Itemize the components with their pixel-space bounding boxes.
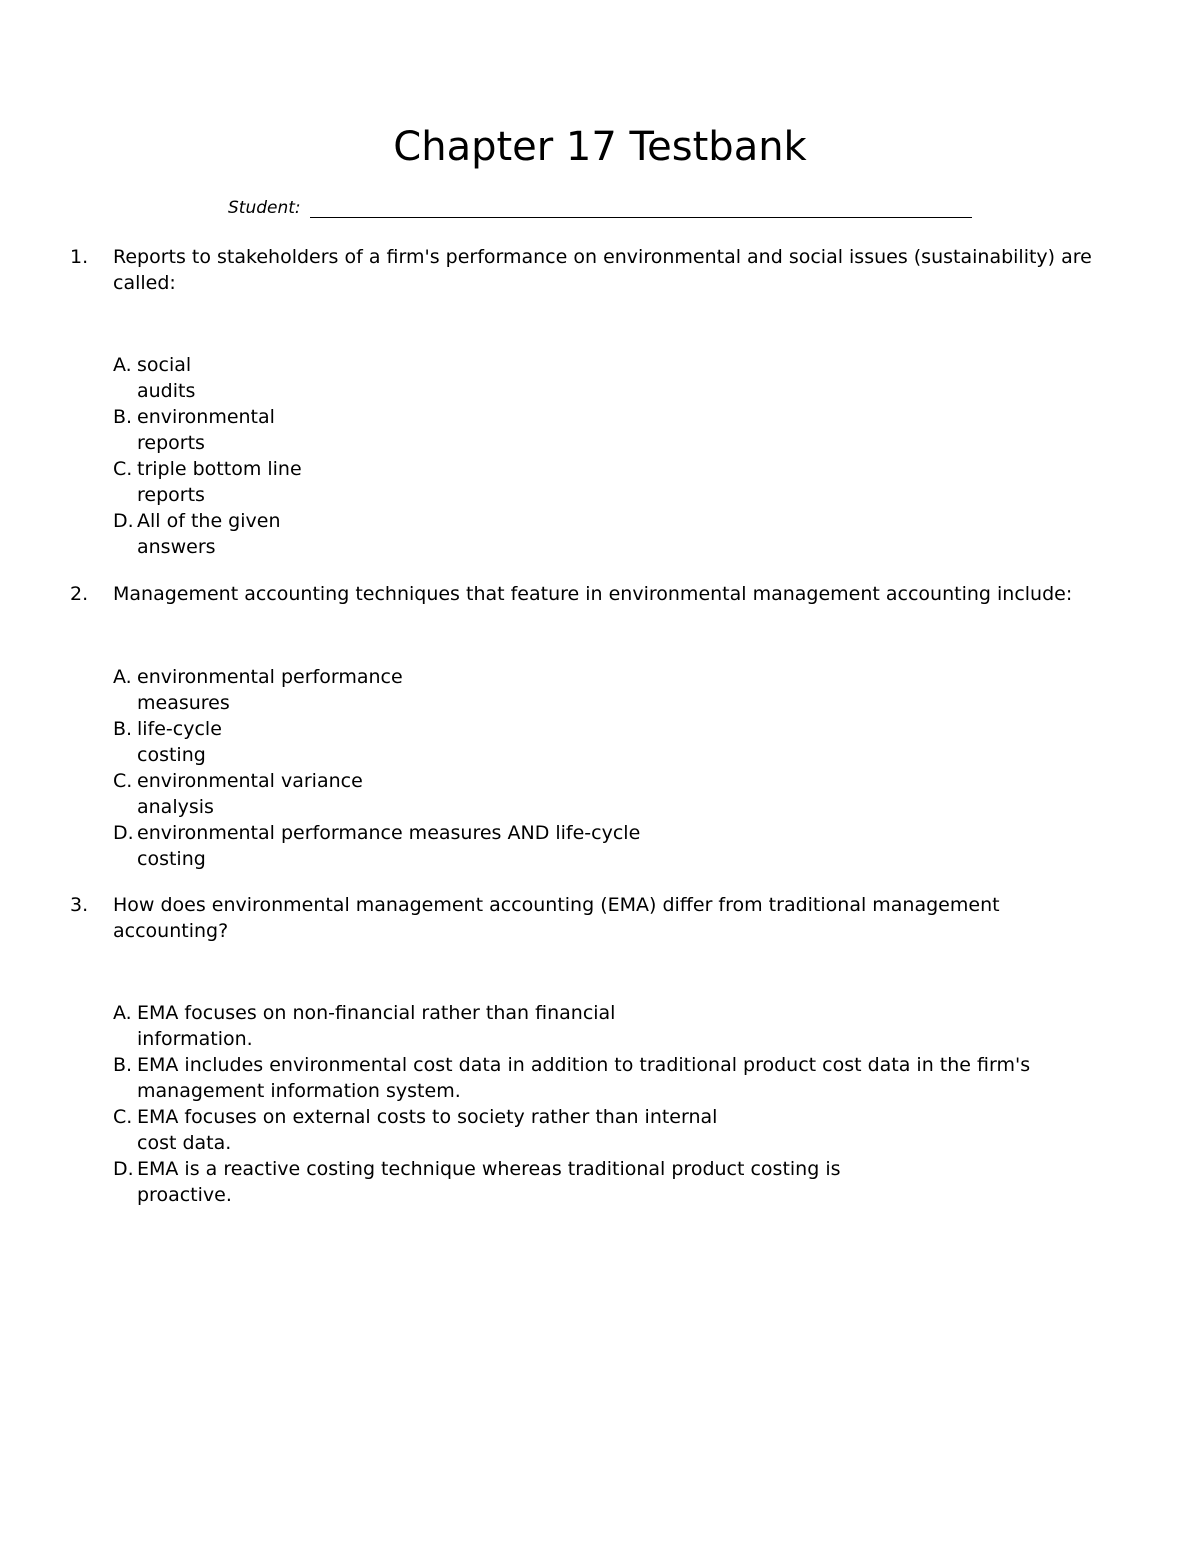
option-text: environmental variance analysis — [137, 770, 363, 818]
page-title: Chapter 17 Testbank — [393, 124, 807, 170]
option-letter: C. — [113, 1106, 133, 1128]
question-text: Management accounting techniques that feature in environmental management accounting include: — [113, 583, 1073, 605]
option-text: EMA includes environmental cost data in addition to traditional product cost data in the firm's management information system. — [137, 1054, 1031, 1102]
option-letter: D. — [113, 1158, 134, 1180]
option-text: social audits — [137, 354, 196, 402]
option-letter: A. — [113, 1002, 132, 1024]
option-text: environmental performance measures AND life-cycle costing — [137, 822, 641, 870]
question-number: 3. — [70, 894, 89, 916]
question-text: Reports to stakeholders of a firm's performance on environmental and social issues (sustainability) are called: — [113, 246, 1092, 294]
question-text: How does environmental management accounting (EMA) differ from traditional management accounting? — [113, 894, 1000, 942]
option-text: EMA focuses on non-financial rather than financial information. — [137, 1002, 616, 1050]
option-text: All of the given answers — [137, 510, 281, 558]
question-1-options — [113, 352, 1113, 560]
option-text: life-cycle costing — [137, 718, 222, 766]
option-b — [113, 1052, 1113, 1104]
option-letter: B. — [113, 1054, 133, 1076]
option-letter: C. — [113, 770, 133, 792]
option-b — [113, 404, 1113, 456]
option-text: EMA focuses on external costs to society rather than internal cost data. — [137, 1106, 718, 1154]
question-number: 2. — [70, 583, 89, 605]
option-a — [113, 352, 1113, 404]
student-name-line — [310, 217, 972, 218]
option-letter: A. — [113, 354, 132, 376]
question-3-options — [113, 1000, 1113, 1208]
option-text: EMA is a reactive costing technique whereas traditional product costing is proactive. — [137, 1158, 841, 1206]
option-b — [113, 716, 1113, 768]
option-c — [113, 768, 1113, 820]
option-a — [113, 1000, 1113, 1052]
question-2-options — [113, 664, 1113, 872]
option-letter: D. — [113, 822, 134, 844]
option-d — [113, 820, 1113, 872]
option-letter: B. — [113, 406, 133, 428]
option-c — [113, 456, 1113, 508]
option-text: environmental reports — [137, 406, 275, 454]
option-d — [113, 508, 1113, 560]
option-letter: C. — [113, 458, 133, 480]
option-a — [113, 664, 1113, 716]
option-letter: B. — [113, 718, 133, 740]
option-c — [113, 1104, 1113, 1156]
option-d — [113, 1156, 1113, 1208]
option-text: environmental performance measures — [137, 666, 403, 714]
question-number: 1. — [70, 246, 89, 268]
option-text: triple bottom line reports — [137, 458, 302, 506]
option-letter: D. — [113, 510, 134, 532]
student-label: Student: — [228, 198, 301, 218]
option-letter: A. — [113, 666, 132, 688]
